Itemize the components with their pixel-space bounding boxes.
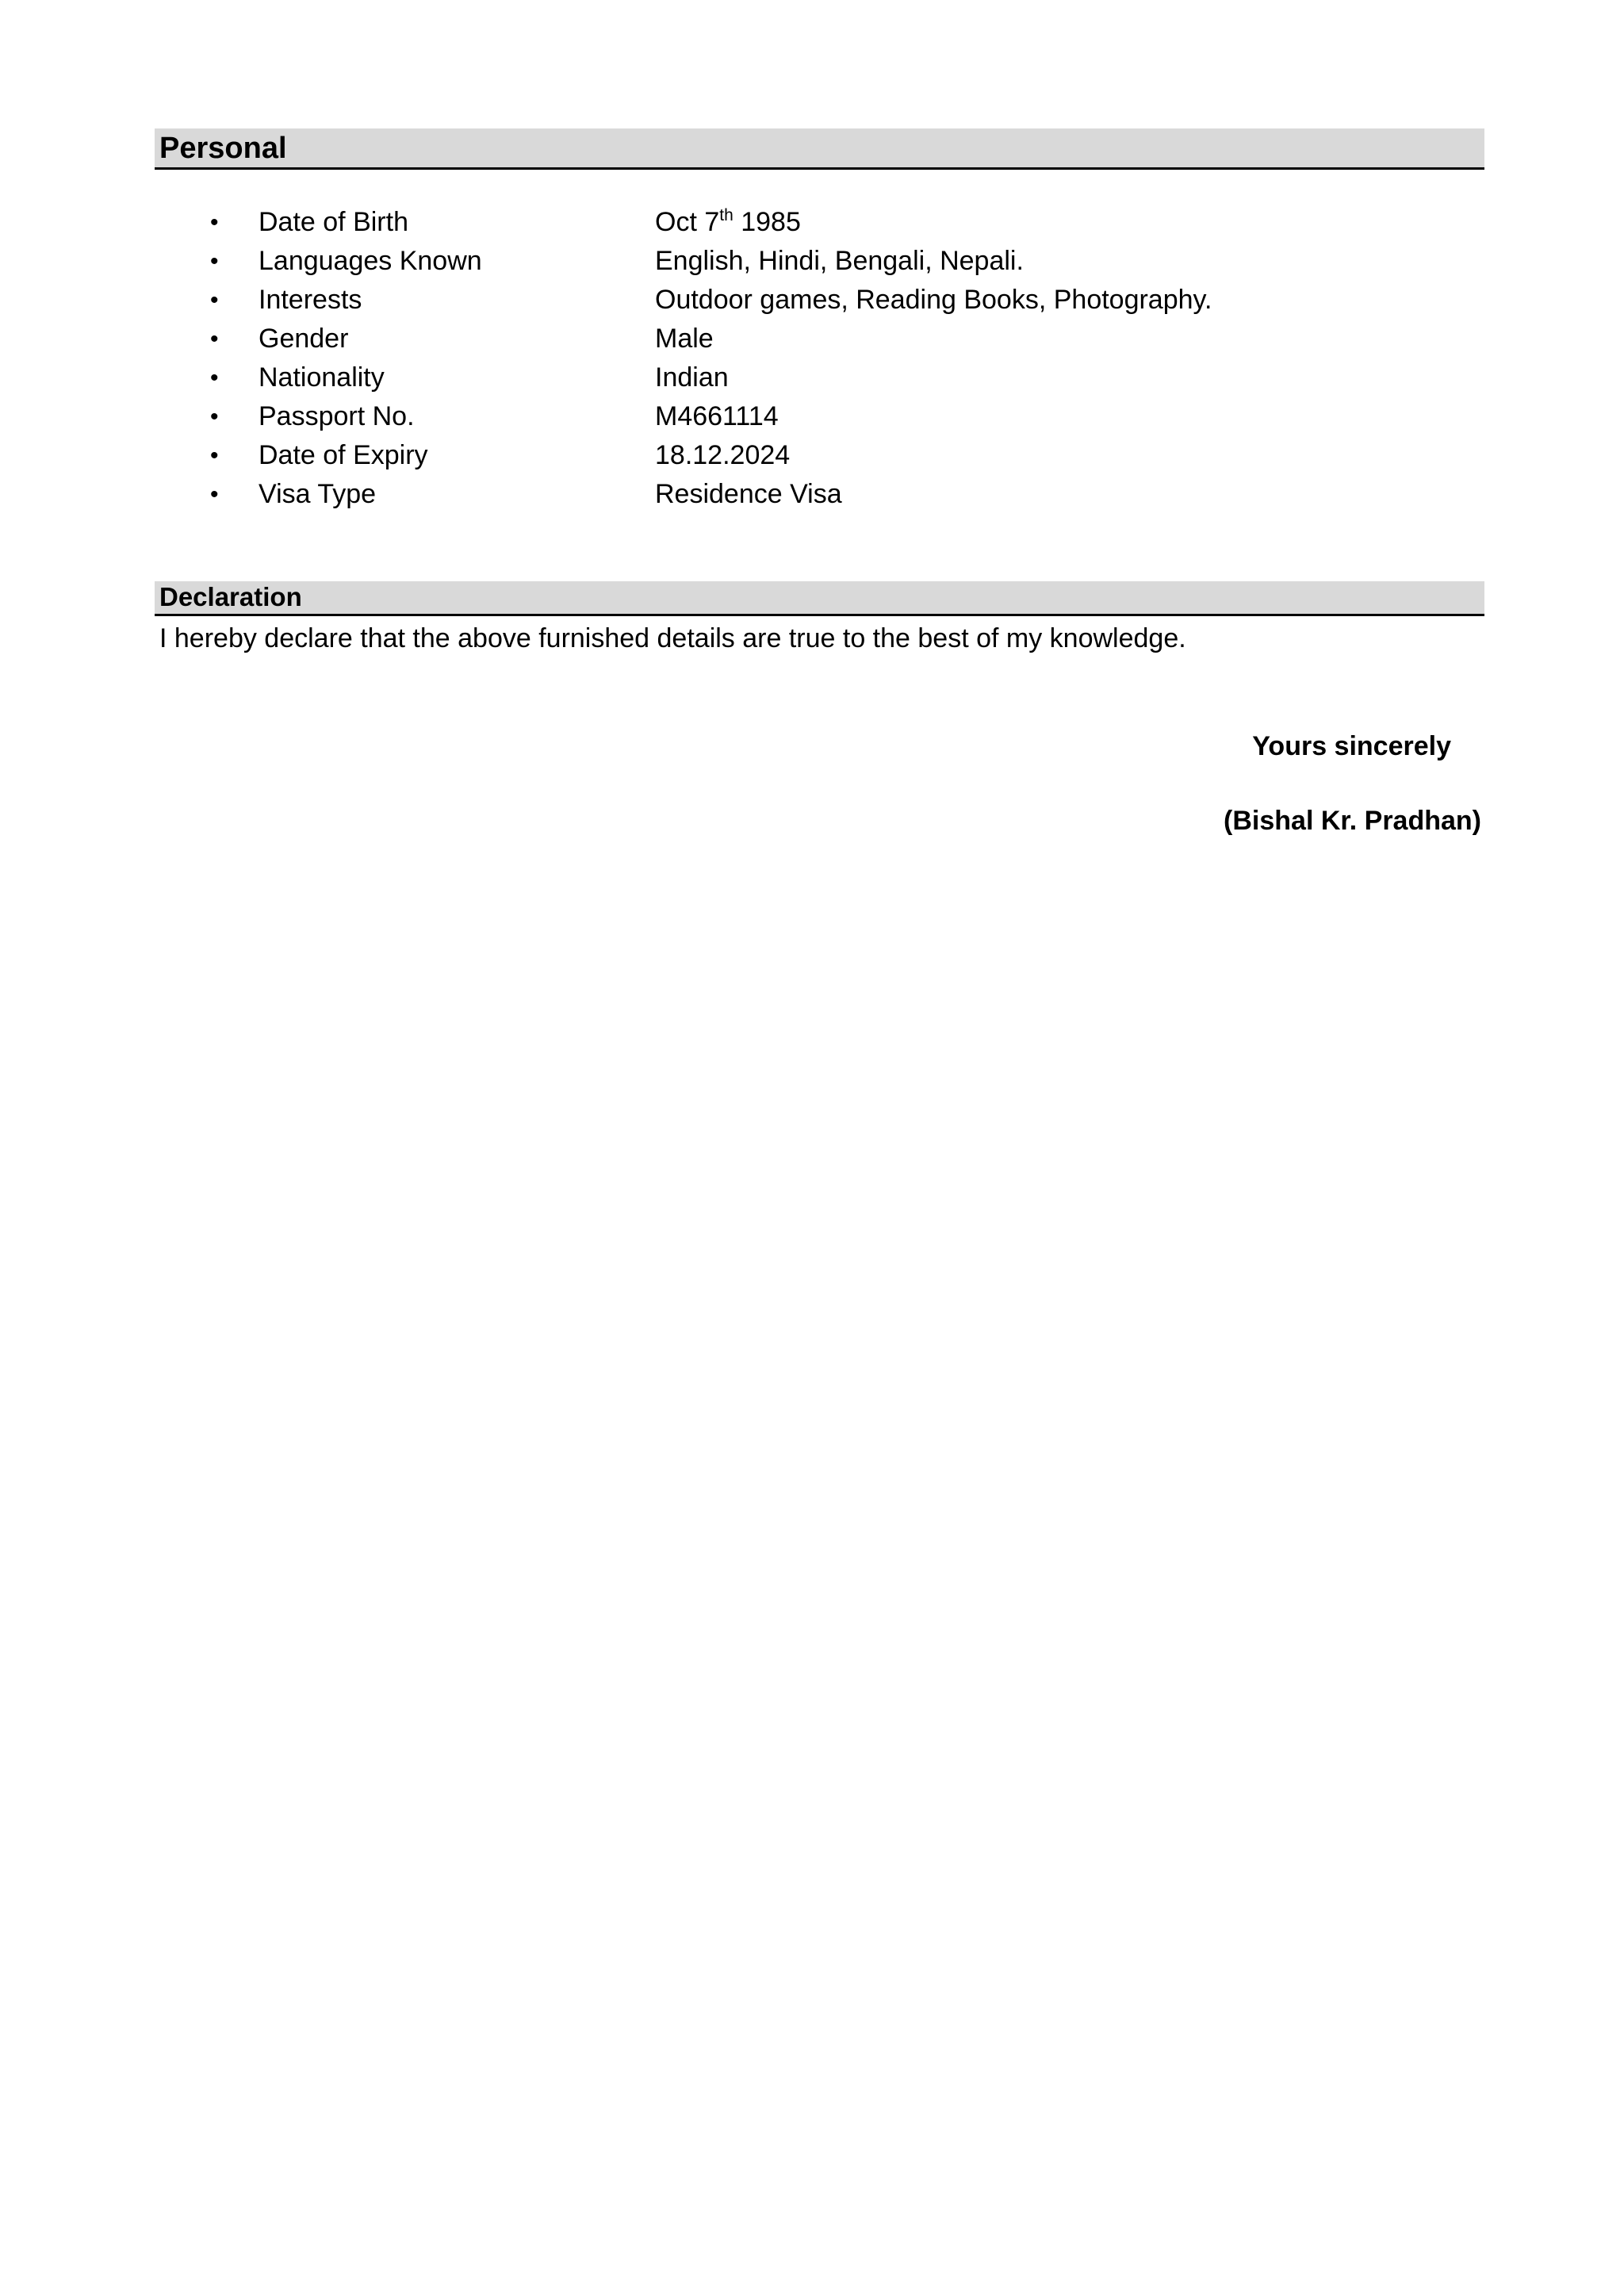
- detail-value: Indian: [655, 362, 729, 393]
- detail-value: [655, 203, 801, 242]
- detail-label: Languages Known: [259, 246, 482, 276]
- declaration-text: I hereby declare that the above furnished details are true to the best of my knowledge.: [159, 623, 1186, 653]
- detail-label: Gender: [259, 324, 349, 354]
- bullet-icon: •: [210, 209, 219, 236]
- list-item: [155, 242, 1484, 281]
- detail-value: M4661114: [655, 401, 779, 431]
- bullet-icon: •: [210, 248, 219, 274]
- detail-value: Residence Visa: [655, 479, 842, 509]
- detail-label: Interests: [259, 285, 362, 315]
- list-item: [155, 281, 1484, 320]
- bullet-icon: •: [210, 326, 219, 352]
- detail-value: English, Hindi, Bengali, Nepali.: [655, 246, 1024, 276]
- bullet-icon: •: [210, 287, 219, 313]
- signature-name: (Bishal Kr. Pradhan): [1224, 806, 1481, 836]
- bullet-icon: •: [210, 365, 219, 391]
- personal-details-list: [155, 203, 1484, 514]
- detail-label: Nationality: [259, 362, 385, 393]
- ordinal-suffix: th: [719, 206, 733, 224]
- detail-value: 18.12.2024: [655, 440, 791, 470]
- list-item: [155, 320, 1484, 358]
- list-item: [155, 203, 1484, 242]
- list-item: [155, 436, 1484, 475]
- closing-salutation: Yours sincerely: [1252, 731, 1451, 761]
- detail-value: Outdoor games, Reading Books, Photography.: [655, 285, 1212, 315]
- detail-label: Passport No.: [259, 401, 415, 431]
- detail-label: Date of Expiry: [259, 440, 428, 470]
- personal-section-header: Personal: [155, 128, 1484, 170]
- detail-label: Visa Type: [259, 479, 377, 509]
- detail-label: Date of Birth: [259, 207, 408, 237]
- date-of-birth-year: 1985: [733, 207, 801, 237]
- list-item: [155, 358, 1484, 397]
- bullet-icon: •: [210, 481, 219, 508]
- bullet-icon: •: [210, 443, 219, 469]
- declaration-section-header: Declaration: [155, 581, 1484, 616]
- date-of-birth-value: Oct 7: [655, 207, 720, 237]
- list-item: [155, 397, 1484, 436]
- detail-value: Male: [655, 324, 714, 354]
- bullet-icon: •: [210, 404, 219, 430]
- list-item: [155, 475, 1484, 514]
